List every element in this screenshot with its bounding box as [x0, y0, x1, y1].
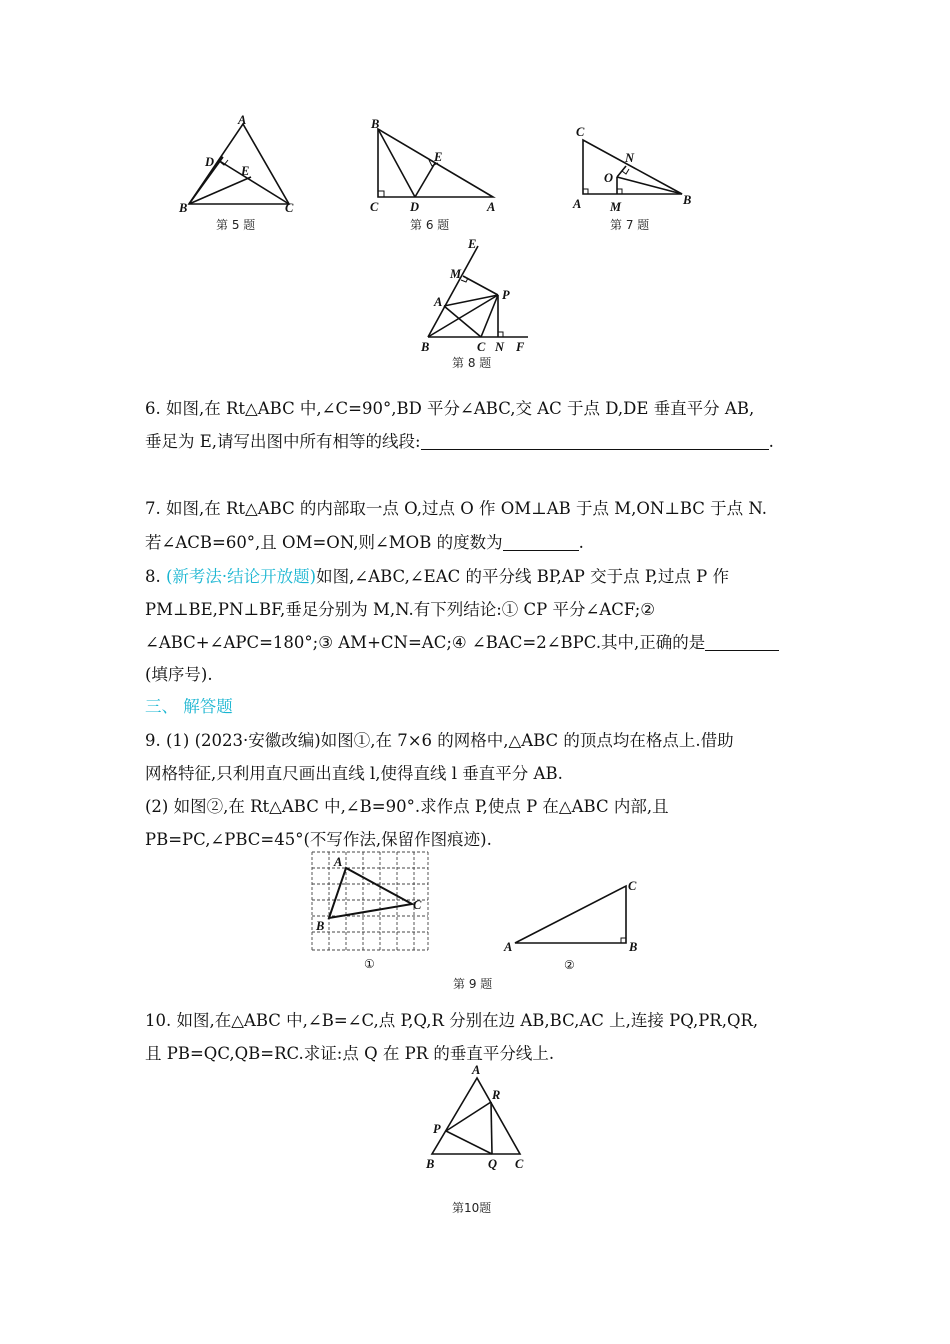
- label-c: C: [515, 1157, 524, 1171]
- label-c: C: [413, 898, 422, 912]
- caption-figure-9: 第 9 题: [453, 977, 493, 991]
- figure-10: [422, 1062, 532, 1172]
- figure-5: [175, 112, 305, 218]
- label-o: O: [604, 171, 614, 185]
- label-n: N: [495, 340, 505, 354]
- mark-2: ②: [564, 958, 575, 972]
- figure-5-diagram: [175, 112, 305, 218]
- label-e: E: [434, 150, 443, 164]
- question-9-line-3: (2) 如图②,在 Rt△ABC 中,∠B=90°.求作点 P,使点 P 在△ABC 内部,且: [145, 797, 669, 816]
- label-f: F: [516, 340, 525, 354]
- label-a: A: [504, 940, 513, 954]
- label-c: C: [576, 125, 585, 139]
- answer-blank-6[interactable]: [421, 433, 769, 450]
- label-m: M: [610, 200, 622, 214]
- label-c: C: [285, 201, 294, 215]
- question-7-line-2: 若∠ACB=60°,且 OM=ON,则∠MOB 的度数为 .: [145, 533, 584, 552]
- label-a: A: [472, 1063, 481, 1077]
- question-10-line-1: 10. 如图,在△ABC 中,∠B=∠C,点 P,Q,R 分别在边 AB,BC,AC 上,连接 PQ,PR,QR,: [145, 1011, 759, 1030]
- question-9-line-4: PB=PC,∠PBC=45°(不写作法,保留作图痕迹).: [145, 830, 492, 849]
- question-8-line-4: (填序号).: [145, 665, 213, 684]
- label-c: C: [628, 879, 637, 893]
- answer-blank-7[interactable]: [503, 534, 579, 551]
- figure-9-grid: [308, 850, 433, 975]
- label-b: B: [179, 201, 188, 215]
- question-6-text: 垂足为 E,请写出图中所有相等的线段:: [145, 432, 421, 451]
- figure-9-triangle: [500, 876, 650, 976]
- figure-6-diagram: [365, 116, 505, 216]
- label-r: R: [492, 1088, 501, 1102]
- question-8-tag: (新考法·结论开放题): [166, 567, 317, 586]
- question-7-text: 若∠ACB=60°,且 OM=ON,则∠MOB 的度数为: [145, 533, 503, 552]
- label-b: B: [371, 117, 380, 131]
- label-q: Q: [488, 1157, 498, 1171]
- right-triangle-diagram: [500, 876, 650, 976]
- label-b: B: [629, 940, 638, 954]
- question-8-line-3: ∠ABC+∠APC=180°;③ AM+CN=AC;④ ∠BAC=2∠BPC.其中,正确的是: [145, 632, 779, 654]
- label-b: B: [316, 919, 325, 933]
- question-10-line-2: 且 PB=QC,QB=RC.求证:点 Q 在 PR 的垂直平分线上.: [145, 1044, 555, 1063]
- figure-8-diagram: [418, 236, 538, 354]
- label-b: B: [426, 1157, 435, 1171]
- figure-7-diagram: [570, 122, 700, 214]
- label-c: C: [477, 340, 486, 354]
- label-a: A: [238, 113, 247, 127]
- label-a: A: [434, 295, 443, 309]
- question-6-line-1: 6. 如图,在 Rt△ABC 中,∠C=90°,BD 平分∠ABC,交 AC 于点 D,DE 垂直平分 AB,: [145, 399, 755, 418]
- mark-1: ①: [364, 957, 375, 971]
- label-b: B: [421, 340, 430, 354]
- label-d: D: [205, 155, 215, 169]
- label-a: A: [334, 855, 343, 869]
- figure-10-diagram: [422, 1062, 532, 1172]
- label-p: P: [502, 288, 510, 302]
- label-a: A: [487, 200, 496, 214]
- label-a: A: [573, 197, 582, 211]
- caption-figure-6: 第 6 题: [410, 218, 450, 232]
- label-n: N: [625, 151, 635, 165]
- label-m: M: [450, 267, 462, 281]
- question-9-line-1: 9. (1) (2023·安徽改编)如图①,在 7×6 的网格中,△ABC 的顶点均在格点上.借助: [145, 731, 734, 750]
- caption-figure-5: 第 5 题: [216, 218, 256, 232]
- figure-6: [365, 116, 505, 216]
- caption-figure-10: 第10题: [452, 1201, 492, 1215]
- section-heading: 三、 解答题: [145, 697, 233, 716]
- label-e: E: [241, 164, 250, 178]
- answer-blank-8[interactable]: [705, 634, 779, 651]
- figure-8: [418, 236, 538, 354]
- question-8-line-1: 8. (新考法·结论开放题)如图,∠ABC,∠EAC 的平分线 BP,AP 交于点 P,过点 P 作: [145, 567, 729, 586]
- label-b: B: [683, 193, 692, 207]
- label-d: D: [410, 200, 420, 214]
- caption-figure-8: 第 8 题: [452, 356, 492, 370]
- label-e: E: [468, 237, 477, 251]
- figure-7: [570, 122, 700, 214]
- question-8-line-2: PM⊥BE,PN⊥BF,垂足分别为 M,N.有下列结论:① CP 平分∠ACF;②: [145, 600, 656, 619]
- caption-figure-7: 第 7 题: [610, 218, 650, 232]
- question-9-line-2: 网格特征,只利用直尺画出直线 l,使得直线 l 垂直平分 AB.: [145, 764, 563, 783]
- label-p: P: [433, 1122, 441, 1136]
- question-6-line-2: 垂足为 E,请写出图中所有相等的线段: .: [145, 432, 774, 451]
- grid-diagram: [308, 850, 433, 975]
- question-7-line-1: 7. 如图,在 Rt△ABC 的内部取一点 O,过点 O 作 OM⊥AB 于点 M,ON⊥BC 于点 N.: [145, 499, 768, 518]
- label-c: C: [370, 200, 379, 214]
